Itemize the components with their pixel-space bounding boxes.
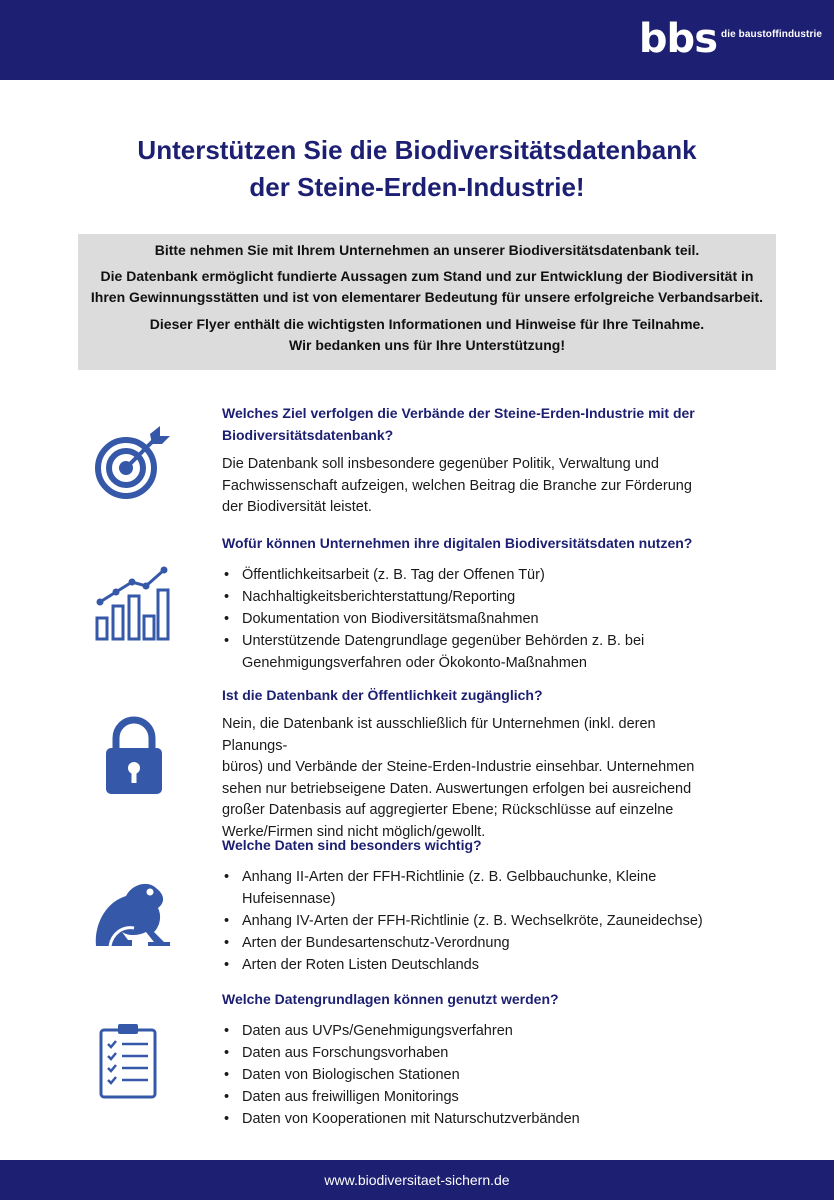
section-data-sources-list [222,1020,722,1130]
section-access [222,684,722,843]
section-data-sources-heading: Welche Datengrundlagen können genutzt werden? [222,991,559,1007]
section-access-text-line: büros) und Verbände der Steine-Erden-Industrie einsehbar. Unternehmen [222,759,695,775]
list-item: • Daten aus Forschungsvorhaben [222,1042,722,1064]
growth-chart-icon [94,566,172,642]
list-item: • Anhang IV-Arten der FFH-Richtlinie (z. B. Wechselkröte, Zauneidechse) [222,910,722,932]
title-line-2: der Steine-Erden-Industrie! [249,172,585,202]
list-item-line: • Unterstützende Datengrundlage gegenüber Behörden z. B. bei [242,633,645,649]
intro-box [78,234,776,370]
list-item-line: Genehmigungsverfahren oder Ökokonto-Maßnahmen [242,655,587,671]
intro-paragraph-3-line-2: Wir bedanken uns für Ihre Unterstützung! [289,337,565,353]
section-usage-list [222,564,722,674]
intro-paragraph-1: Bitte nehmen Sie mit Ihrem Unternehmen an unserer Biodiversitätsdatenbank teil. [154,242,700,258]
footer-bar [0,1160,834,1200]
list-item: • Arten der Bundesartenschutz-Verordnung [222,932,722,954]
list-item-line: Hufeisennase) [242,891,336,907]
section-goal-heading [222,402,722,446]
intro-paragraph-3 [78,314,776,356]
intro-paragraph-2-line-1: Die Datenbank ermöglicht fundierte Aussagen zum Stand und zur Entwicklung der Biodiversität in [100,268,754,284]
section-access-text-line: Nein, die Datenbank ist ausschließlich für Unternehmen (inkl. deren Planungs- [222,716,656,754]
frog-icon [92,880,172,948]
intro-paragraph-2 [78,266,776,308]
section-usage-heading: Wofür können Unternehmen ihre digitalen Biodiversitätsdaten nutzen? [222,535,693,551]
section-goal-text [222,454,722,519]
list-item: • Daten von Biologischen Stationen [222,1064,722,1086]
section-access-text-line: Werke/Firmen sind nicht möglich/gewollt. [222,823,486,840]
list-item: • Daten aus freiwilligen Monitorings [222,1086,722,1108]
list-item: • Daten aus UVPs/Genehmigungsverfahren [222,1020,722,1042]
list-item: • Arten der Roten Listen Deutschlands [222,954,722,976]
section-data-sources [222,988,722,1130]
section-goal-heading-line-2: Biodiversitätsdatenbank? [222,427,394,443]
clipboard-checklist-icon [98,1022,158,1100]
list-item: • Nachhaltigkeitsberichterstattung/Reporting [222,586,722,608]
logo-subtitle: die baustoffindustrie [721,29,822,40]
section-goal [222,402,722,519]
list-item: • Daten von Kooperationen mit Naturschutzverbänden [222,1108,722,1130]
intro-paragraph-3-line-1: Dieser Flyer enthält die wichtigsten Informationen und Hinweise für Ihre Teilnahme. [149,316,705,332]
target-icon [94,424,172,502]
section-access-text-line: großer Datenbasis auf aggregierter Ebene; Rückschlüsse auf einzelne [222,802,674,818]
list-item: • Öffentlichkeitsarbeit (z. B. Tag der Offenen Tür) [222,564,722,586]
section-goal-text-line: der Biodiversität leistet. [222,499,372,515]
bbs-logo [638,16,822,62]
section-important-data-heading: Welche Daten sind besonders wichtig? [222,837,482,853]
list-item [222,866,722,910]
list-item [222,630,722,674]
page-title [0,132,834,206]
list-item-line: • Anhang II-Arten der FFH-Richtlinie (z. B. Gelbbauchunke, Kleine [242,869,657,885]
section-important-data [222,834,722,976]
footer-url: www.biodiversitaet-sichern.de [324,1172,510,1188]
header-bar [0,0,834,80]
section-goal-heading-line-1: Welches Ziel verfolgen die Verbände der Steine-Erden-Industrie mit der [222,405,695,421]
lock-icon [104,716,164,796]
section-goal-text-line: Fachwissenschaft aufzeigen, welchen Beitrag die Branche zur Förderung [222,477,692,494]
section-important-data-list [222,866,722,976]
section-usage [222,532,722,674]
list-item: • Dokumentation von Biodiversitätsmaßnahmen [222,608,722,630]
title-line-1: Unterstützen Sie die Biodiversitätsdatenbank [137,135,697,165]
section-access-text [222,714,722,843]
logo-mark: bbs [638,16,717,62]
section-access-heading: Ist die Datenbank der Öffentlichkeit zugänglich? [222,687,543,703]
intro-paragraph-2-line-2: Ihren Gewinnungsstätten und ist von elementarer Bedeutung für unsere erfolgreiche Verbandsarbeit. [90,289,764,305]
section-access-text-line: sehen nur betriebseigene Daten. Auswertungen erfolgen bei ausreichend [222,780,692,797]
section-goal-text-line: Die Datenbank soll insbesondere gegenüber Politik, Verwaltung und [222,456,659,472]
